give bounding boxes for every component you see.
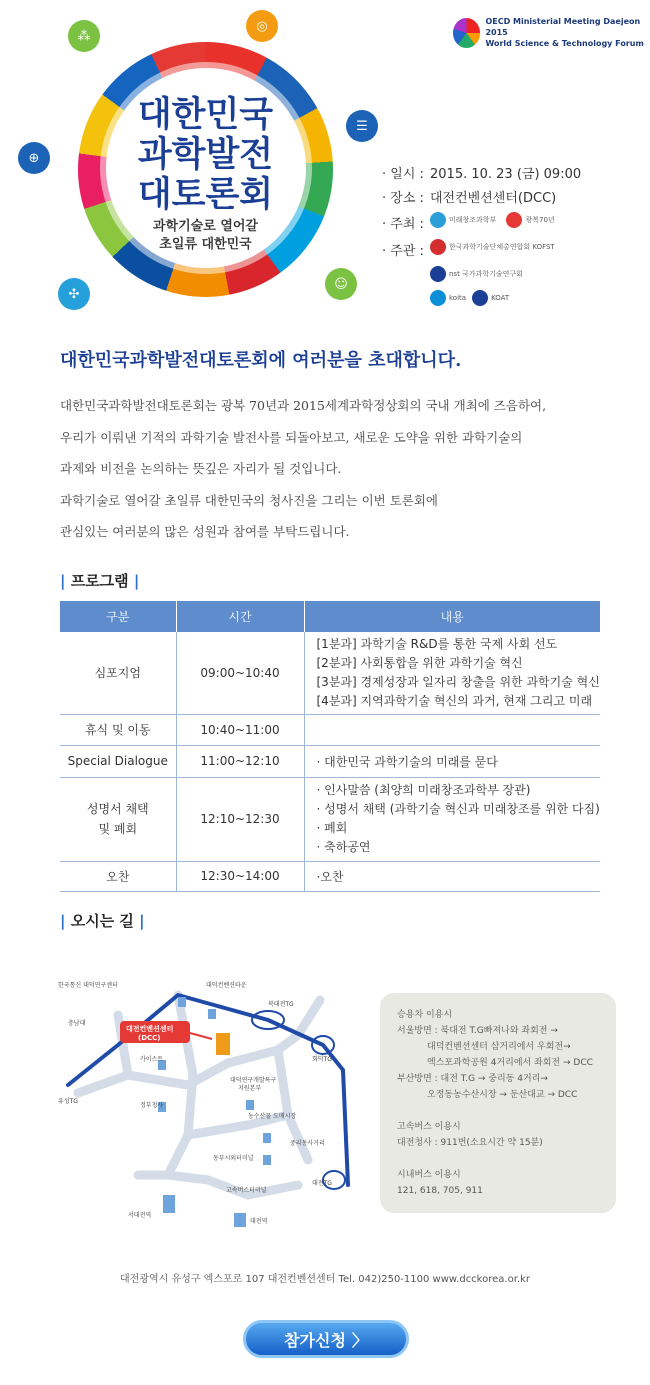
map-label-hoedeok: 회덕TG [312, 1056, 332, 1063]
event-organizer: · 주관 : 한국과학기술단체총연합회 KOFST [382, 236, 642, 262]
map-label-daejeon-tg: 대전TG [312, 1180, 332, 1187]
apply-button[interactable] [243, 1320, 409, 1358]
session-name: Special Dialogue [60, 745, 176, 777]
session-time: 10:40~11:00 [176, 714, 304, 745]
oecd-logo-icon [453, 18, 480, 48]
directions-heading: | 오시는 길 | [60, 912, 145, 930]
busan-route: 부산방면 : 대전 T.G → 중리동 4거리→ [397, 1074, 548, 1084]
venue-address: 대전광역시 유성구 엑스포로 107 대전컨벤션센터 Tel. 042)250-1100 www.dcckorea.or.kr [120, 1274, 530, 1285]
event-place: · 장소 : 대전컨벤션센터(DCC) [382, 190, 557, 206]
map-label-dcc-tower: 대덕컨벤션타운 [206, 982, 247, 989]
session-name: 휴식 및 이동 [60, 714, 176, 745]
invitation-line: 우리가 이뤄낸 기적의 과학기술 발전사를 되돌아보고, 새로운 도약을 위한 과학기술의 [60, 429, 523, 445]
header [0, 0, 650, 320]
session-time: 11:00~12:10 [176, 745, 304, 777]
session-name: 성명서 채택 및 폐회 [60, 777, 176, 861]
map-label-daejeon-st: 대전역 [250, 1218, 268, 1225]
table-row [60, 745, 600, 777]
session-time: 09:00~10:40 [176, 632, 304, 714]
location-map [58, 975, 368, 1240]
city-bus-info: 121, 618, 705, 911 [397, 1186, 483, 1196]
event-host: · 주최 : 미래창조과학부 광복70년 [382, 208, 642, 236]
chat-icon: ◎ [246, 10, 278, 42]
table-row [60, 714, 600, 745]
map-label-dcc2: (DCC) [138, 1034, 161, 1042]
forum-title: 대한민국 과학발전 대토론회 [137, 95, 274, 215]
session-content: [1분과] 과학기술 R&D를 통한 국제 사회 선도 [2분과] 사회통합을 위한 과학기술 혁신 [3분과] 경제성장과 일자리 창출을 위한 과학기술 혁신 [4분과] 지역과학기술 혁신의 과거, 현재 그리고 미래 [304, 632, 600, 714]
session-name: 오찬 [60, 861, 176, 891]
msip-logo: 미래창조과학부 [430, 212, 496, 228]
map-label-market: 농수산물 도매시장 [248, 1113, 297, 1120]
express-info: 대전청사 : 911번(소요시간 약 15분) [397, 1138, 543, 1148]
map-label-etri: 한국통신 대덕연구센터 [58, 982, 118, 989]
event-date: · 일시 : 2015. 10. 23 (금) 09:00 [382, 166, 582, 182]
koita-logo: koita [430, 290, 466, 306]
network-icon: ⁂ [68, 20, 100, 52]
map-label-dongbu: 동부시외터미널 [213, 1155, 254, 1162]
map-label-gov: 정부청사 [140, 1102, 164, 1109]
invitation-line: 과제와 비전을 논의하는 뜻깊은 자리가 될 것입니다. [60, 461, 342, 476]
map-label-express: 고속버스터미널 [226, 1187, 267, 1194]
liberation70-logo: 광복70년 [506, 212, 554, 228]
nst-logo: nst 국가과학기술연구회 [430, 266, 523, 282]
koat-logo: KOAT [472, 290, 509, 306]
wind-turbine-icon: ✣ [58, 278, 90, 310]
chevron-right-icon: 〉 [351, 1330, 368, 1350]
map-label-bukdaejeon: 북대전TG [268, 1001, 294, 1008]
map-label-junggni: 중리동사거리 [290, 1140, 325, 1147]
session-content: · 대한민국 과학기술의 미래를 묻다 [304, 745, 600, 777]
session-content: ·오찬 [304, 861, 600, 891]
session-time: 12:30~14:00 [176, 861, 304, 891]
invitation-body [60, 390, 620, 548]
table-header-row [60, 601, 600, 632]
table-row [60, 861, 600, 891]
forum-emblem [18, 10, 383, 310]
forum-subtitle: 과학기술로 열어갈 초일류 대한민국 [153, 219, 258, 252]
map-label-daedeok2: 지원본부 [238, 1085, 262, 1092]
oecd-line2: World Science & Technology Forum [485, 39, 644, 48]
car-title: 승용차 이용시 [397, 1010, 453, 1020]
map-label-dcc: 대전컨벤션센터 [126, 1025, 174, 1033]
route-info: 승용차 이용시 서울방면 : 북대전 T.G빠져나와 좌회전 → 대덕컨벤션센터 삼거리에서 우회전→ 엑스포과학공원 4거리에서 좌회전 → DCC 부산방면 : 대전 T.G → 중리동 4거리→ 오정동농수산시장 → 둔산대교 → DCC 고속버스 이용시 대전청사 : 911번(소요시간 약 15분) 시내버스 이용시 121, 618, 705, 911 [380, 993, 616, 1213]
session-content: · 인사말씀 (최양희 미래창조과학부 장관) · 성명서 채택 (과학기술 혁신과 미래창조를 위한 다짐) · 폐회 · 축하공연 [304, 777, 600, 861]
map-label-seodaejeon: 서대전역 [128, 1212, 152, 1219]
invitation-line: 과학기술로 열어갈 초일류 대한민국의 청사진을 그리는 이번 토론회에 [60, 492, 438, 508]
invitation-line: 대한민국과학발전대토론회는 광복 70년과 2015세계과학정상회의 국내 개최에 즈음하여, [60, 398, 547, 413]
session-time: 12:10~12:30 [176, 777, 304, 861]
seoul-route: 서울방면 : 북대전 T.G빠져나와 좌회전 → [397, 1026, 558, 1036]
table-row [60, 777, 600, 861]
map-label-yuseong: 유성TG [58, 1098, 78, 1105]
dcc-building-icon [216, 1033, 230, 1055]
kofst-logo: 한국과학기술단체총연합회 KOFST [430, 239, 555, 255]
apply-label: 참가신청 [284, 1330, 346, 1350]
session-content [304, 714, 600, 745]
oecd-badge [453, 16, 650, 49]
program-table [60, 601, 600, 892]
people-icon: ☺ [325, 268, 357, 300]
column-header: 내용 [304, 601, 600, 632]
map-label-kaist: 카이스트 [140, 1056, 164, 1063]
program-heading: | 프로그램 | [60, 572, 140, 590]
table-row [60, 632, 600, 714]
city-bus-title: 시내버스 이용시 [397, 1170, 461, 1180]
invitation-title: 대한민국과학발전대토론회에 여러분을 초대합니다. [60, 350, 462, 371]
globe-icon: ⊕ [18, 142, 50, 174]
session-name: 심포지엄 [60, 632, 176, 714]
invitation-line: 관심있는 여러분의 많은 성원과 참여를 부탁드립니다. [60, 524, 350, 539]
checklist-icon: ☰ [346, 110, 378, 142]
column-header: 구분 [60, 601, 176, 632]
map-label-daedeok: 대덕연구개발특구 [230, 1077, 277, 1084]
express-title: 고속버스 이용시 [397, 1122, 461, 1132]
column-header: 시간 [176, 601, 304, 632]
map-label-chungnam: 충남대 [68, 1020, 86, 1027]
event-info [382, 160, 642, 310]
oecd-line1: OECD Ministerial Meeting Daejeon 2015 [485, 17, 641, 37]
